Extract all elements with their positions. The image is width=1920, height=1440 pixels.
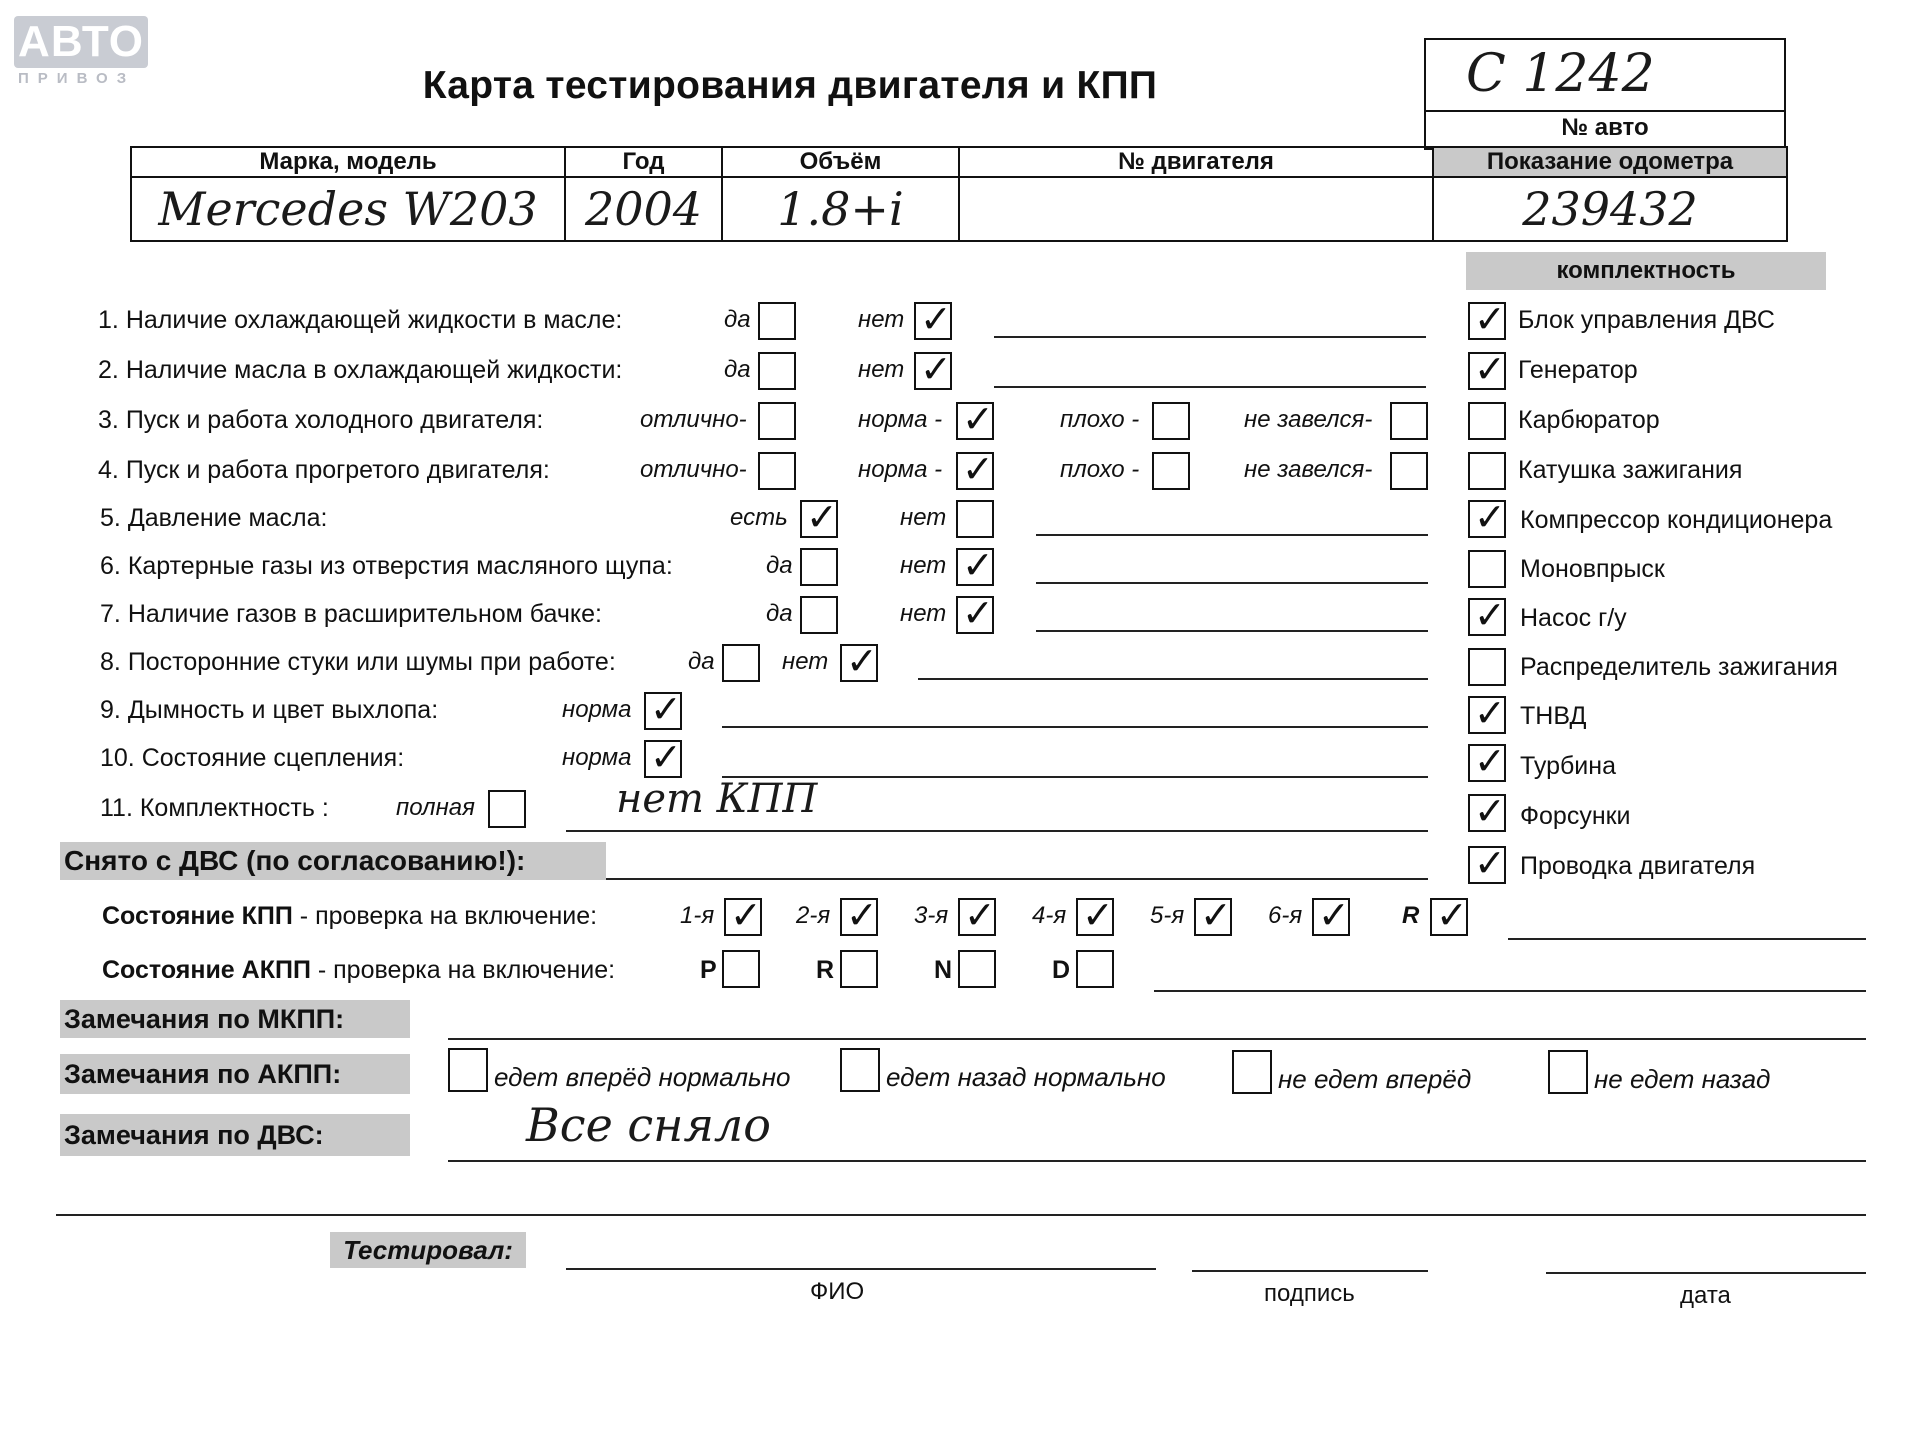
akpp-p-check[interactable] bbox=[722, 950, 760, 988]
q4-opt-normal: норма - bbox=[858, 456, 943, 483]
q8-notes-line[interactable] bbox=[918, 678, 1428, 680]
q3-label: 3. Пуск и работа холодного двигателя: bbox=[98, 406, 544, 434]
akpp-p-label: P bbox=[700, 956, 717, 984]
val-odometer: 239432 bbox=[1433, 177, 1787, 241]
q6-check-net[interactable] bbox=[956, 548, 994, 586]
q1-notes-line[interactable] bbox=[994, 336, 1426, 338]
q1-opt-da: да bbox=[724, 306, 751, 333]
gear-6-label: 6-я bbox=[1268, 902, 1303, 929]
q6-check-da[interactable] bbox=[800, 548, 838, 586]
q3-opt-excellent: отлично- bbox=[640, 406, 747, 433]
val-year: 2004 bbox=[565, 177, 722, 241]
q11-opt-full: полная bbox=[396, 794, 475, 821]
col-volume: Объём bbox=[722, 147, 959, 177]
q8-label: 8. Посторонние стуки или шумы при работе: bbox=[100, 648, 616, 676]
akpp-no-backward-label: не едет назад bbox=[1594, 1064, 1771, 1094]
akpp-d-label: D bbox=[1052, 956, 1071, 984]
col-year: Год bbox=[565, 147, 722, 177]
akpp-no-forward-check[interactable] bbox=[1232, 1050, 1272, 1094]
q7-opt-da: да bbox=[766, 600, 793, 627]
q1-check-da[interactable] bbox=[758, 302, 796, 340]
q4-opt-excellent: отлично- bbox=[640, 456, 747, 483]
gear-1-check[interactable] bbox=[724, 898, 762, 936]
q4-opt-no-start: не завелся- bbox=[1244, 456, 1373, 483]
q2-opt-net: нет bbox=[858, 356, 905, 383]
q4-check-excellent[interactable] bbox=[758, 452, 796, 490]
akpp-forward-ok-check[interactable] bbox=[448, 1048, 488, 1092]
q3-check-excellent[interactable] bbox=[758, 402, 796, 440]
q5-opt-no: нет bbox=[900, 504, 947, 531]
gear-5-check[interactable] bbox=[1194, 898, 1232, 936]
q9-opt-normal: норма bbox=[562, 696, 632, 723]
comp-label-ps-pump: Насос г/у bbox=[1520, 604, 1627, 632]
gear-2-check[interactable] bbox=[840, 898, 878, 936]
comp-label-distributor: Распределитель зажигания bbox=[1520, 653, 1838, 681]
q4-check-bad[interactable] bbox=[1152, 452, 1190, 490]
kpp-label: Состояние КПП - проверка на включение: bbox=[102, 902, 598, 930]
check-ignition-coil[interactable] bbox=[1468, 452, 1506, 490]
q3-check-normal[interactable] bbox=[956, 402, 994, 440]
q11-handwritten-note: нет КПП bbox=[616, 776, 818, 822]
q5-notes-line[interactable] bbox=[1036, 534, 1428, 536]
removed-label: Снято с ДВС (по согласованию!): bbox=[60, 842, 606, 880]
q10-notes-line[interactable] bbox=[722, 776, 1428, 778]
akpp-n-check[interactable] bbox=[958, 950, 996, 988]
tested-label: Тестировал: bbox=[330, 1232, 526, 1268]
q11-check-full[interactable] bbox=[488, 790, 526, 828]
remarks-mkpp-label: Замечания по МКПП: bbox=[60, 1000, 410, 1038]
akpp-r-label: R bbox=[816, 956, 835, 984]
gear-r-label: R bbox=[1402, 902, 1420, 929]
q7-notes-line[interactable] bbox=[1036, 630, 1428, 632]
q2-notes-line[interactable] bbox=[994, 386, 1426, 388]
remarks-mkpp-line[interactable] bbox=[448, 1038, 1866, 1040]
comp-label-ignition-coil: Катушка зажигания bbox=[1518, 456, 1743, 484]
q3-opt-no-start: не завелся- bbox=[1244, 406, 1373, 433]
q6-opt-da: да bbox=[766, 552, 793, 579]
akpp-r-check[interactable] bbox=[840, 950, 878, 988]
akpp-forward-ok-label: едет вперёд нормально bbox=[494, 1062, 791, 1092]
q5-opt-yes: есть bbox=[730, 504, 788, 531]
akpp-notes-line[interactable] bbox=[1154, 990, 1866, 992]
q8-check-net[interactable] bbox=[840, 644, 878, 682]
gear-r-check[interactable] bbox=[1430, 898, 1468, 936]
check-ecu[interactable] bbox=[1468, 302, 1506, 340]
logo-main: АВТО bbox=[14, 16, 148, 68]
q5-check-yes[interactable] bbox=[800, 500, 838, 538]
col-odometer: Показание одометра bbox=[1433, 147, 1787, 177]
q5-check-no[interactable] bbox=[956, 500, 994, 538]
removed-line[interactable] bbox=[606, 878, 1428, 880]
comp-label-injectors: Форсунки bbox=[1520, 802, 1631, 830]
check-injectors[interactable] bbox=[1468, 794, 1506, 832]
q4-opt-bad: плохо - bbox=[1060, 456, 1140, 483]
q7-opt-net: нет bbox=[900, 600, 947, 627]
akpp-backward-ok-label: едет назад нормально bbox=[886, 1062, 1166, 1092]
q2-check-net[interactable] bbox=[914, 352, 952, 390]
q4-check-no-start[interactable] bbox=[1390, 452, 1428, 490]
akpp-backward-ok-check[interactable] bbox=[840, 1048, 880, 1092]
fio-line[interactable] bbox=[566, 1268, 1156, 1270]
q8-opt-net: нет bbox=[782, 648, 829, 675]
gear-4-check[interactable] bbox=[1076, 898, 1114, 936]
q1-opt-net: нет bbox=[858, 306, 905, 333]
akpp-n-label: N bbox=[934, 956, 953, 984]
check-carburetor[interactable] bbox=[1468, 402, 1506, 440]
q10-opt-normal: норма bbox=[562, 744, 632, 771]
q11-label: 11. Комплектность : bbox=[100, 794, 329, 822]
signature-caption: подпись bbox=[1264, 1280, 1355, 1307]
val-volume: 1.8+i bbox=[722, 177, 959, 241]
q3-check-bad[interactable] bbox=[1152, 402, 1190, 440]
q1-label: 1. Наличие охлаждающей жидкости в масле: bbox=[98, 306, 623, 334]
comp-label-injection-pump: ТНВД bbox=[1520, 702, 1587, 730]
gear-3-label: 3-я bbox=[914, 902, 949, 929]
akpp-label: Состояние АКПП - проверка на включение: bbox=[102, 956, 616, 984]
akpp-d-check[interactable] bbox=[1076, 950, 1114, 988]
comp-label-wiring: Проводка двигателя bbox=[1520, 852, 1756, 880]
gear-5-label: 5-я bbox=[1150, 902, 1185, 929]
q6-notes-line[interactable] bbox=[1036, 582, 1428, 584]
check-ac-compressor[interactable] bbox=[1468, 500, 1506, 538]
q5-label: 5. Давление масла: bbox=[100, 504, 328, 532]
comp-label-generator: Генератор bbox=[1518, 356, 1638, 384]
q6-label: 6. Картерные газы из отверстия масляного щупа: bbox=[100, 552, 673, 580]
remarks-dvs-line[interactable] bbox=[448, 1160, 1866, 1162]
q9-notes-line[interactable] bbox=[722, 726, 1428, 728]
q7-label: 7. Наличие газов в расширительном бачке: bbox=[100, 600, 602, 628]
logo-sub: ПРИВОЗ bbox=[18, 70, 136, 87]
check-turbo[interactable] bbox=[1468, 744, 1506, 782]
akpp-no-forward-label: не едет вперёд bbox=[1278, 1064, 1472, 1094]
date-caption: дата bbox=[1680, 1282, 1731, 1309]
col-brand: Марка, модель bbox=[131, 147, 565, 177]
q4-check-normal[interactable] bbox=[956, 452, 994, 490]
q7-check-net[interactable] bbox=[956, 596, 994, 634]
q3-opt-bad: плохо - bbox=[1060, 406, 1140, 433]
remarks-dvs-note: Все сняло bbox=[526, 1098, 771, 1152]
q2-label: 2. Наличие масла в охлаждающей жидкости: bbox=[98, 356, 623, 384]
check-wiring[interactable] bbox=[1468, 846, 1506, 884]
q4-label: 4. Пуск и работа прогретого двигателя: bbox=[98, 456, 550, 484]
check-mono-injection[interactable] bbox=[1468, 550, 1506, 588]
fio-caption: ФИО bbox=[810, 1278, 865, 1305]
q8-check-da[interactable] bbox=[722, 644, 760, 682]
car-number-value: С 1242 bbox=[1466, 44, 1655, 104]
q6-opt-net: нет bbox=[900, 552, 947, 579]
check-injection-pump[interactable] bbox=[1468, 696, 1506, 734]
q10-label: 10. Состояние сцепления: bbox=[100, 744, 405, 772]
check-ps-pump[interactable] bbox=[1468, 598, 1506, 636]
q3-opt-normal: норма - bbox=[858, 406, 943, 433]
kpp-notes-line[interactable] bbox=[1508, 938, 1866, 940]
remarks-akpp-label: Замечания по АКПП: bbox=[60, 1054, 410, 1094]
comp-label-ac-compressor: Компрессор кондиционера bbox=[1520, 506, 1833, 534]
gear-3-check[interactable] bbox=[958, 898, 996, 936]
akpp-no-backward-check[interactable] bbox=[1548, 1050, 1588, 1094]
q9-check-normal[interactable] bbox=[644, 692, 682, 730]
signature-line[interactable] bbox=[1192, 1270, 1428, 1272]
check-generator[interactable] bbox=[1468, 352, 1506, 390]
q8-opt-da: да bbox=[688, 648, 715, 675]
q11-notes-line[interactable] bbox=[566, 830, 1428, 832]
gear-1-label: 1-я bbox=[680, 902, 715, 929]
gear-6-check[interactable] bbox=[1312, 898, 1350, 936]
remarks-extra-line[interactable] bbox=[56, 1214, 1866, 1216]
q3-check-no-start[interactable] bbox=[1390, 402, 1428, 440]
comp-label-ecu: Блок управления ДВС bbox=[1518, 306, 1775, 334]
q2-opt-da: да bbox=[724, 356, 751, 383]
car-number-box bbox=[1424, 38, 1786, 150]
gear-4-label: 4-я bbox=[1032, 902, 1067, 929]
comp-label-mono-injection: Моновпрыск bbox=[1520, 555, 1665, 583]
completeness-title: комплектность bbox=[1466, 252, 1826, 290]
date-line[interactable] bbox=[1546, 1272, 1866, 1274]
comp-label-turbo: Турбина bbox=[1520, 752, 1616, 780]
q7-check-da[interactable] bbox=[800, 596, 838, 634]
gear-2-label: 2-я bbox=[796, 902, 831, 929]
page-title: Карта тестирования двигателя и КПП bbox=[422, 64, 1158, 107]
car-number-label: № авто bbox=[1561, 114, 1649, 141]
q1-check-net[interactable] bbox=[914, 302, 952, 340]
q2-check-da[interactable] bbox=[758, 352, 796, 390]
q9-label: 9. Дымность и цвет выхлопа: bbox=[100, 696, 439, 724]
remarks-dvs-label: Замечания по ДВС: bbox=[60, 1114, 410, 1156]
check-distributor[interactable] bbox=[1468, 648, 1506, 686]
comp-label-carburetor: Карбюратор bbox=[1518, 406, 1660, 434]
col-engine-no: № двигателя bbox=[959, 147, 1433, 177]
q10-check-normal[interactable] bbox=[644, 740, 682, 778]
logo bbox=[14, 16, 148, 87]
header-table bbox=[130, 146, 1788, 242]
val-brand: Mercedes W203 bbox=[131, 177, 565, 241]
val-engine-no bbox=[959, 177, 1433, 241]
